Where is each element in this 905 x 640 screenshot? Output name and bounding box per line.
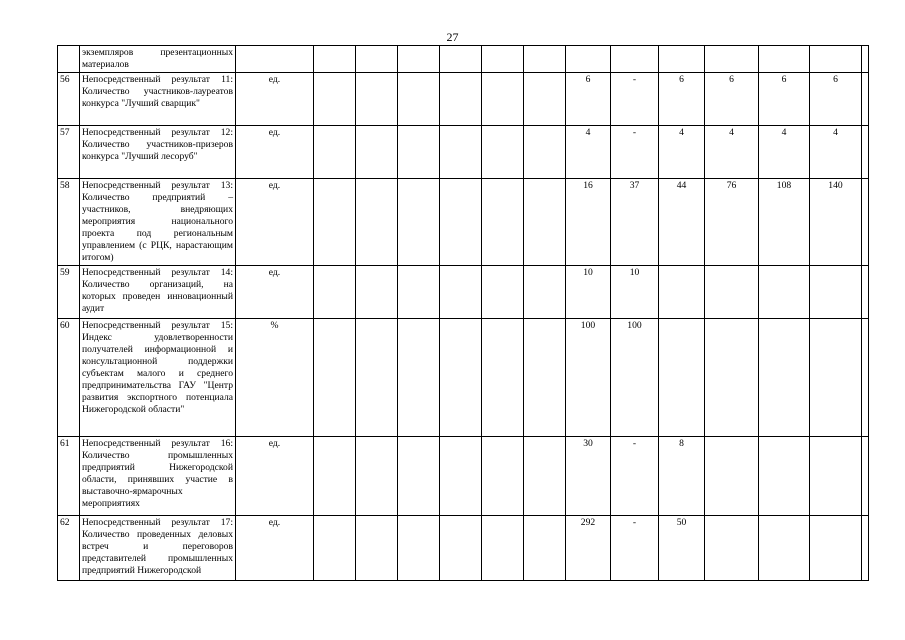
value-cell xyxy=(524,73,566,126)
value-cell: 100 xyxy=(611,319,659,437)
value-cell xyxy=(482,437,524,516)
table-row xyxy=(58,516,869,581)
value-cell: 4 xyxy=(705,126,759,179)
result-name: Непосредственный результат 12: Количество участников-призеров конкурса "Лучший лесоруб" xyxy=(80,126,236,179)
value-cell xyxy=(356,46,398,73)
value-cell xyxy=(440,46,482,73)
value-cell xyxy=(356,319,398,437)
value-cell xyxy=(705,516,759,581)
value-cell: 100 xyxy=(566,319,611,437)
unit-cell: ед. xyxy=(236,516,314,581)
value-cell xyxy=(862,46,869,73)
value-cell xyxy=(759,319,810,437)
unit-cell: ед. xyxy=(236,437,314,516)
value-cell: 292 xyxy=(566,516,611,581)
value-cell: 140 xyxy=(810,179,862,266)
value-cell xyxy=(862,437,869,516)
table-row xyxy=(58,319,869,437)
unit-cell: ед. xyxy=(236,266,314,319)
value-cell xyxy=(759,46,810,73)
value-cell: 37 xyxy=(611,179,659,266)
unit-cell: % xyxy=(236,319,314,437)
value-cell xyxy=(810,319,862,437)
value-cell xyxy=(659,266,705,319)
value-cell xyxy=(356,516,398,581)
unit-cell: ед. xyxy=(236,126,314,179)
result-name: Непосредственный результат 15: Индекс удовлетворенности получателей информационной и консультационной поддержки субъектам малого и среднего предпринимательства ГАУ "Центр развития экспортного потенциала Нижегородской области" xyxy=(80,319,236,437)
value-cell xyxy=(659,46,705,73)
result-name: Непосредственный результат 17: Количество проведенных деловых встреч и переговоров представителей промышленных предприятий Нижегородской xyxy=(80,516,236,581)
value-cell: - xyxy=(611,516,659,581)
value-cell xyxy=(611,46,659,73)
value-cell: 10 xyxy=(611,266,659,319)
value-cell xyxy=(524,266,566,319)
value-cell xyxy=(482,179,524,266)
value-cell xyxy=(314,126,356,179)
value-cell xyxy=(524,437,566,516)
value-cell xyxy=(398,73,440,126)
value-cell xyxy=(862,126,869,179)
value-cell: 4 xyxy=(810,126,862,179)
page-number: 27 xyxy=(446,30,459,44)
value-cell xyxy=(482,266,524,319)
table-row xyxy=(58,179,869,266)
value-cell xyxy=(862,516,869,581)
value-cell xyxy=(482,73,524,126)
value-cell: 44 xyxy=(659,179,705,266)
value-cell: 50 xyxy=(659,516,705,581)
value-cell xyxy=(759,266,810,319)
value-cell xyxy=(356,179,398,266)
value-cell xyxy=(440,516,482,581)
value-cell: 4 xyxy=(659,126,705,179)
value-cell xyxy=(862,266,869,319)
value-cell xyxy=(398,266,440,319)
value-cell xyxy=(810,437,862,516)
value-cell: 108 xyxy=(759,179,810,266)
value-cell xyxy=(810,516,862,581)
value-cell xyxy=(356,266,398,319)
value-cell xyxy=(524,319,566,437)
value-cell xyxy=(398,437,440,516)
value-cell xyxy=(659,319,705,437)
result-name: Непосредственный результат 13: Количество предприятий – участников, внедряющих мероприятия национального проекта под региональным управлением (с РЦК, нарастающим итогом) xyxy=(80,179,236,266)
value-cell: 4 xyxy=(566,126,611,179)
row-number: 58 xyxy=(58,179,80,266)
value-cell: - xyxy=(611,126,659,179)
value-cell xyxy=(705,437,759,516)
table-row xyxy=(58,73,869,126)
row-number: 61 xyxy=(58,437,80,516)
value-cell: 6 xyxy=(810,73,862,126)
value-cell xyxy=(759,437,810,516)
value-cell xyxy=(314,46,356,73)
value-cell xyxy=(398,46,440,73)
value-cell xyxy=(482,46,524,73)
value-cell: 6 xyxy=(659,73,705,126)
value-cell: 10 xyxy=(566,266,611,319)
value-cell xyxy=(398,179,440,266)
value-cell xyxy=(314,437,356,516)
value-cell xyxy=(482,516,524,581)
value-cell xyxy=(314,179,356,266)
value-cell xyxy=(314,319,356,437)
value-cell xyxy=(705,266,759,319)
value-cell xyxy=(810,46,862,73)
value-cell: 8 xyxy=(659,437,705,516)
value-cell xyxy=(356,437,398,516)
value-cell: 16 xyxy=(566,179,611,266)
result-name: Непосредственный результат 11: Количество участников-лауреатов конкурса "Лучший сварщик" xyxy=(80,73,236,126)
value-cell xyxy=(440,179,482,266)
value-cell xyxy=(482,126,524,179)
value-cell: 6 xyxy=(705,73,759,126)
table-row xyxy=(58,437,869,516)
value-cell: - xyxy=(611,73,659,126)
value-cell xyxy=(862,179,869,266)
row-number: 59 xyxy=(58,266,80,319)
value-cell xyxy=(524,126,566,179)
results-table xyxy=(57,45,869,581)
value-cell xyxy=(705,319,759,437)
value-cell xyxy=(524,46,566,73)
value-cell xyxy=(440,73,482,126)
row-number: 57 xyxy=(58,126,80,179)
result-name: Непосредственный результат 16: Количество промышленных предприятий Нижегородской области, принявших участие в выставочно-ярмарочных мероприятиях xyxy=(80,437,236,516)
value-cell xyxy=(440,437,482,516)
value-cell xyxy=(398,319,440,437)
value-cell xyxy=(440,319,482,437)
table-row xyxy=(58,266,869,319)
value-cell: 76 xyxy=(705,179,759,266)
row-number: 60 xyxy=(58,319,80,437)
value-cell xyxy=(705,46,759,73)
value-cell xyxy=(482,319,524,437)
unit-cell xyxy=(236,46,314,73)
value-cell xyxy=(524,179,566,266)
value-cell xyxy=(314,516,356,581)
unit-cell: ед. xyxy=(236,179,314,266)
row-number xyxy=(58,46,80,73)
value-cell xyxy=(440,126,482,179)
value-cell xyxy=(356,73,398,126)
result-name: экземпляров презентационных материалов xyxy=(80,46,236,73)
value-cell xyxy=(810,266,862,319)
row-number: 62 xyxy=(58,516,80,581)
value-cell xyxy=(356,126,398,179)
value-cell xyxy=(314,266,356,319)
row-number: 56 xyxy=(58,73,80,126)
value-cell xyxy=(398,516,440,581)
value-cell xyxy=(862,319,869,437)
value-cell xyxy=(314,73,356,126)
value-cell: - xyxy=(611,437,659,516)
result-name: Непосредственный результат 14: Количество организаций, на которых проведен инновационный аудит xyxy=(80,266,236,319)
value-cell: 6 xyxy=(759,73,810,126)
table-row xyxy=(58,126,869,179)
table-row xyxy=(58,46,869,73)
value-cell: 30 xyxy=(566,437,611,516)
value-cell xyxy=(862,73,869,126)
value-cell xyxy=(398,126,440,179)
value-cell: 6 xyxy=(566,73,611,126)
unit-cell: ед. xyxy=(236,73,314,126)
value-cell xyxy=(524,516,566,581)
value-cell xyxy=(759,516,810,581)
value-cell xyxy=(440,266,482,319)
value-cell: 4 xyxy=(759,126,810,179)
value-cell xyxy=(566,46,611,73)
